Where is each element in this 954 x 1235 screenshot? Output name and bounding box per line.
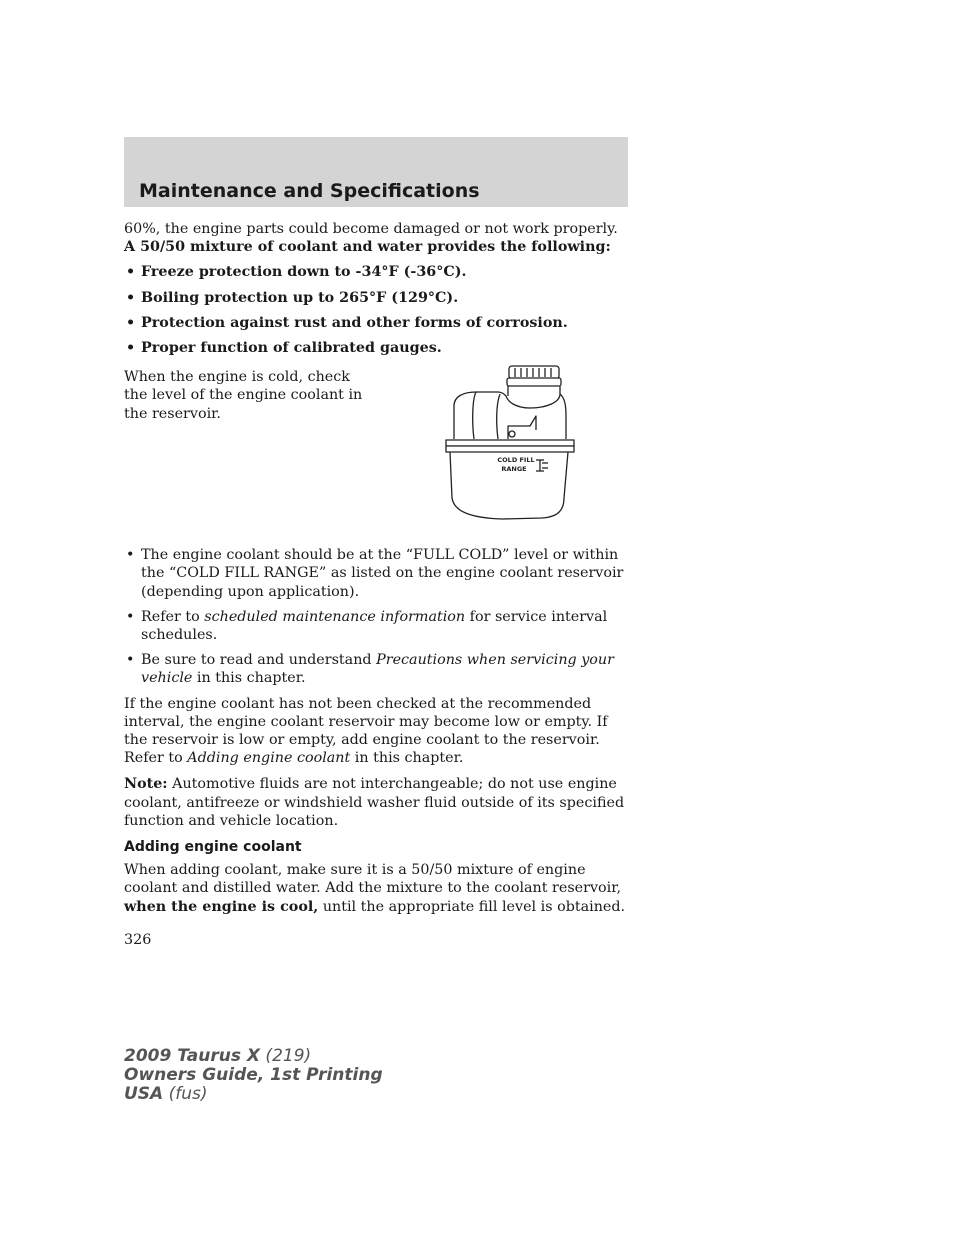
page-content <box>124 220 630 949</box>
adding-coolant-paragraph: When adding coolant, make sure it is a 50/50 mixture of engine coolant and distilled water. Add the mixture to the coolant reservoir, when the engine is cool, until the appropriate fill level is obtained. <box>124 862 626 915</box>
check-interval-paragraph: If the engine coolant has not been checked at the recommended interval, the engine coolant reservoir may become low or empty. If the reservoir is low or empty, add engine coolant to the reservoir. Refer to Adding engine coolant in this chapter. <box>124 695 608 767</box>
intro-paragraph: 60%, the engine parts could become damaged or not work properly. A 50/50 mixture of coolant and water provides the following: <box>124 221 618 256</box>
note-label: Note: <box>124 776 168 793</box>
note-paragraph: Note: Automotive fluids are not interchangeable; do not use engine coolant, antifreeze or windshield washer fluid outside of its specified function and vehicle location. <box>124 776 625 829</box>
intro-bold: A 50/50 mixture of coolant and water provides the following: <box>124 239 611 256</box>
footer-line-3: USA (fus) <box>124 1084 208 1104</box>
list-item: • Proper function of calibrated gauges. <box>124 339 630 357</box>
list-item: • Freeze protection down to -34°F (-36°C). <box>124 263 630 281</box>
page-number: 326 <box>124 931 152 948</box>
subheading: Adding engine coolant <box>124 839 302 856</box>
cross-reference: Precautions when servicing your vehicle <box>141 652 614 687</box>
footer-line-1: 2009 Taurus X (219) <box>124 1046 312 1066</box>
list-item: • Boiling protection up to 265°F (129°C). <box>124 289 630 307</box>
document-footer <box>124 1047 383 1104</box>
fill-range-label-2: RANGE <box>501 465 527 474</box>
list-item: • Refer to scheduled maintenance information for service interval schedules. <box>124 608 630 644</box>
section-header <box>124 137 628 207</box>
footer-line-2: Owners Guide, 1st Printing <box>124 1065 383 1085</box>
benefits-list <box>124 263 630 357</box>
list-item: • Be sure to read and understand Precautions when servicing your vehicle in this chapter. <box>124 651 630 687</box>
steps-list <box>124 546 630 687</box>
list-item: • The engine coolant should be at the “FULL COLD” level or within the “COLD FILL RANGE” as listed on the engine coolant reservoir (depending upon application). <box>124 546 630 601</box>
cross-reference: Adding engine coolant <box>187 750 351 767</box>
fill-range-label-1: COLD FILL <box>497 456 535 465</box>
reservoir-figure-row <box>124 364 630 546</box>
figure-caption: When the engine is cold, check the level of the engine coolant in the reservoir. <box>124 369 363 422</box>
section-title: Maintenance and Specifications <box>139 180 480 202</box>
cross-reference: scheduled maintenance information <box>204 608 466 625</box>
list-item: • Protection against rust and other forms of corrosion. <box>124 314 630 332</box>
coolant-reservoir-illustration <box>432 364 582 524</box>
